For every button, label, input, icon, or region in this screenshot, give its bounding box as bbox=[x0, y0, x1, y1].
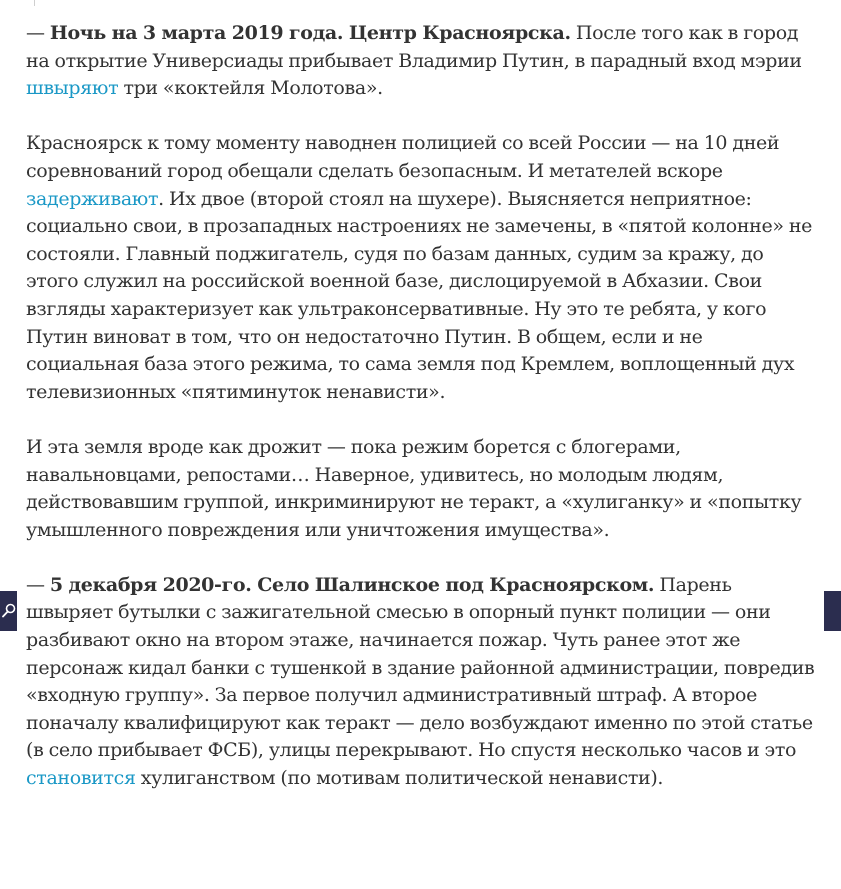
paragraph-3: И эта земля вроде как дрожит — пока режим борется с блогерами, навальновцами, репостами… Наверное, удивитесь, но молодым людям, действовавшим группой, инкриминируют не теракт, а «хулиганку» и «попытку умышленного повреждения или уничтожения имущества». bbox=[26, 435, 802, 541]
paragraph-text: три «коктейля Молотова». bbox=[118, 77, 383, 100]
event-heading-2019: Ночь на 3 марта 2019 года. Центр Красноярска. bbox=[49, 22, 571, 44]
search-tab-button[interactable] bbox=[0, 591, 17, 631]
paragraph-4 bbox=[26, 572, 816, 793]
paragraph-text: Красноярск к тому моменту наводнен полицией со всей России — на 10 дней соревнований город обещали сделать безопасным. И метателей вскоре bbox=[26, 132, 780, 182]
link-shvyryayut[interactable]: швыряют bbox=[26, 77, 119, 100]
paragraph-text: После того как в город на открытие Универсиады прибывает Владимир Путин, в парадный вход мэрии bbox=[26, 22, 802, 72]
link-stanovitsya[interactable]: становится bbox=[26, 767, 136, 790]
paragraph-2 bbox=[26, 130, 816, 406]
article-body bbox=[26, 20, 816, 820]
paragraph-1 bbox=[26, 20, 816, 103]
lead-dash: — bbox=[26, 573, 50, 596]
search-icon bbox=[2, 603, 16, 619]
lead-dash: — bbox=[26, 22, 50, 44]
event-heading-2020: 5 декабря 2020-го. Село Шалинское под Красноярском. bbox=[49, 573, 655, 596]
top-divider-tick bbox=[34, 0, 35, 6]
paragraph-text: хулиганством (по мотивам политической ненависти). bbox=[135, 767, 664, 790]
paragraph-text: Парень швыряет бутылки с зажигательной смесью в опорный пункт полиции — они разбивают окно на втором этаже, начинается пожар. Чуть ранее этот же персонаж кидал банки с тушенкой в здание районной администрации, повредив «входную группу». За первое получил административный штраф. А второе поначалу квалифицируют как теракт — дело возбуждают именно по этой статье (в село прибывает ФСБ), улицы перекрывают. Но спустя несколько часов и это bbox=[26, 573, 815, 762]
side-panel-tab[interactable] bbox=[824, 591, 841, 631]
link-zaderzhivayut[interactable]: задерживают bbox=[26, 187, 159, 210]
paragraph-text: . Их двое (второй стоял на шухере). Выясняется неприятное: социально свои, в прозападных настроениях не замечены, в «пятой колонне» не состояли. Главный поджигатель, судя по базам данных, судим за кражу, до этого служил на российской военной базе, дислоцируемой в Абхазии. Свои взгляды характеризует как ультраконсервативные. Ну это те ребята, у кого Путин виноват в том, что он недостаточно Путин. В общем, если и не социальная база этого режима, то сама земля под Кремлем, воплощенный дух телевизионных «пятиминуток ненависти». bbox=[26, 187, 813, 403]
